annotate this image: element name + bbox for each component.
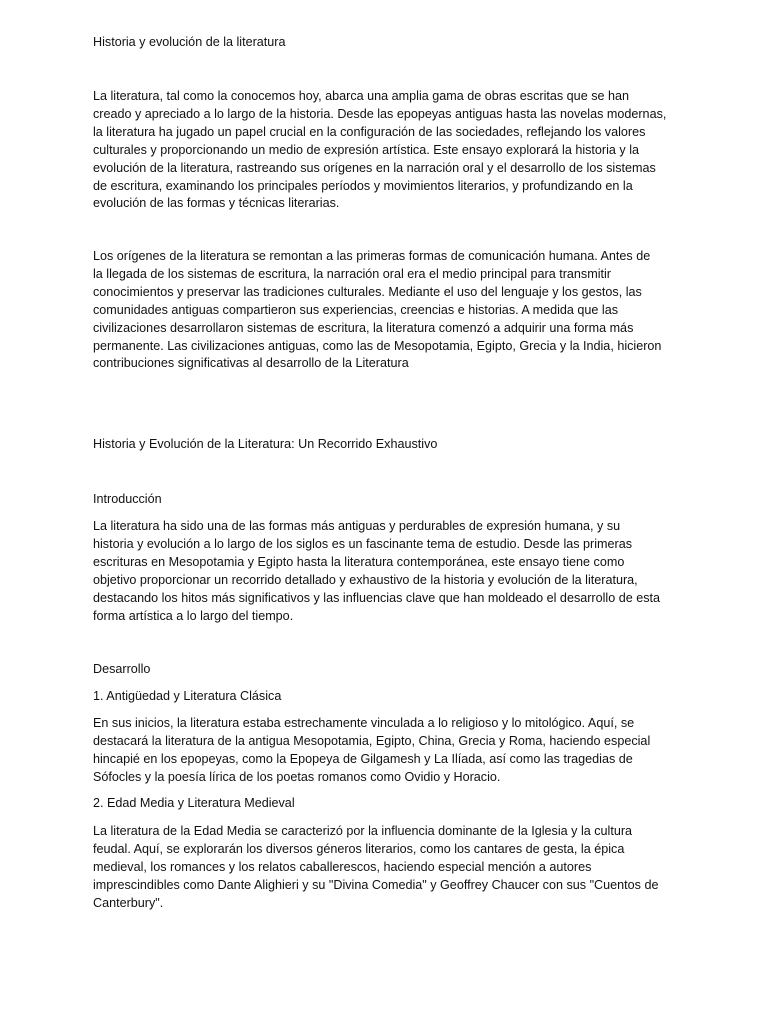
development-heading: Desarrollo	[93, 662, 151, 676]
document-subtitle: Historia y Evolución de la Literatura: Un Recorrido Exhaustivo	[93, 437, 438, 451]
section-2-paragraph: La literatura de la Edad Media se caracterizó por la influencia dominante de la Iglesia y la cultura feudal. Aquí, se explorarán los diversos géneros literarios, como los cantares de gesta, la épica medieval, los romances y los relatos caballerescos, haciendo especial mención a autores imprescindibles como Dante Alighieri y su "Divina Comedia" y Geoffrey Chaucer con sus "Cuentos de Canterbury".	[93, 824, 659, 910]
document-title: Historia y evolución de la literatura	[93, 35, 286, 49]
introduction-paragraph: La literatura ha sido una de las formas más antiguas y perdurables de expresión humana, y su historia y evolución a lo largo de los siglos es un fascinante tema de estudio. Desde las primeras escrituras en Mesopotamia y Egipto hasta la literatura contemporánea, este ensayo tiene como objetivo proporcionar un recorrido detallado y exhaustivo de la historia y evolución de la literatura, destacando los hitos más significativos y las influencias clave que han moldeado el desarrollo de esta forma artística a lo largo del tiempo.	[93, 519, 661, 623]
introduction-heading: Introducción	[93, 492, 162, 506]
section-1-heading: 1. Antigüedad y Literatura Clásica	[93, 689, 282, 703]
paragraph-literature-origins: Los orígenes de la literatura se remontan a las primeras formas de comunicación humana. Antes de la llegada de los sistemas de escritura, la narración oral era el medio principal para transmitir conocimientos y preservar las tradiciones culturales. Mediante el uso del lenguaje y los gestos, las comunidades antiguas compartieron sus experiencias, creencias e historias. A medida que las civilizaciones desarrollaron sistemas de escritura, la literatura comenzó a adquirir una forma más permanente. Las civilizaciones antiguas, como las de Mesopotamia, Egipto, Grecia y la India, hicieron contribuciones significativas al desarrollo de la Literatura	[93, 249, 662, 371]
section-1-paragraph: En sus inicios, la literatura estaba estrechamente vinculada a lo religioso y lo mitológico. Aquí, se destacará la literatura de la antigua Mesopotamia, Egipto, China, Grecia y Roma, haciendo especial hincapié en los epopeyas, como la Epopeya de Gilgamesh y La Ilíada, así como las tragedias de Sófocles y la poesía lírica de los poetas romanos como Ovidio y Horacio.	[93, 716, 651, 784]
section-2-heading: 2. Edad Media y Literatura Medieval	[93, 796, 295, 810]
paragraph-literature-overview: La literatura, tal como la conocemos hoy, abarca una amplia gama de obras escritas que se han creado y apreciado a lo largo de la historia. Desde las epopeyas antiguas hasta las novelas modernas, la literatura ha jugado un papel crucial en la configuración de las sociedades, reflejando los valores culturales y proporcionando un medio de expresión artística. Este ensayo explorará la historia y la evolución de la literatura, rastreando sus orígenes en la narración oral y el desarrollo de los sistemas de escritura, examinando los principales períodos y movimientos literarios, y profundizando en la evolución de las formas y técnicas literarias.	[93, 89, 667, 211]
